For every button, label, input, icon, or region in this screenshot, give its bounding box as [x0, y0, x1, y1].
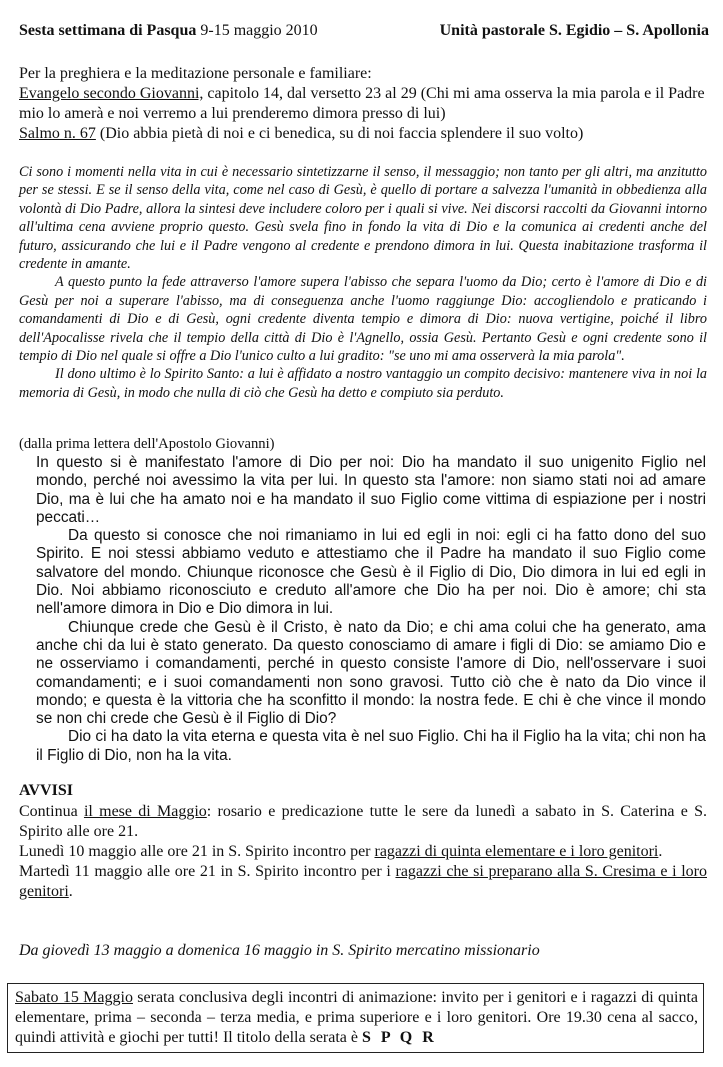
notice-item: [19, 862, 707, 902]
missionary-market-notice: Da giovedì 13 maggio a domenica 16 maggio in S. Spirito mercatino missionario: [19, 942, 540, 959]
notice-text: : rosario e predicazione tutte le sere da lunedì a sabato in S. Caterina e S. Spirito alle ore 21.: [19, 803, 708, 840]
readings-intro: [19, 64, 707, 144]
week-heading: [19, 22, 318, 40]
gospel-reference: Evangelo secondo Giovanni,: [19, 85, 204, 102]
notice-text: Martedì 11 maggio alle ore 21 in S. Spirito incontro per i: [19, 863, 396, 880]
notice-text: Continua: [19, 803, 84, 820]
event-title: S P Q R: [362, 1029, 437, 1046]
week-title: Sesta settimana di Pasqua: [19, 22, 197, 39]
notice-highlight: il mese di Maggio: [83, 803, 207, 820]
event-description: serata conclusiva degli incontri di animazione: invito per i genitori e i ragazzi di quinta elementare, prima – seconda – terza media, e prima superiore e i loro genitori. Ore 19.30 cena al sacco, quindi attività e giochi per tutti! Il titolo della serata è: [15, 989, 698, 1046]
letter-source: (dalla prima lettera dell'Apostolo Giovanni): [19, 436, 275, 452]
intro-lead: Per la preghiera e la meditazione personale e familiare:: [19, 65, 372, 82]
gospel-text: capitolo 14, dal versetto 23 al 29 (Chi mi ama osserva la mia parola e il Padre mio lo amerà e noi verremo a lui prenderemo dimora presso di lui): [19, 85, 705, 122]
event-box: [7, 983, 704, 1053]
letter-paragraph: Chiunque crede che Gesù è il Cristo, è nato da Dio; e chi ama colui che ha generato, ama anche chi da lui è stato generato. Da questo conosciamo di amare i figli di Dio: se amiamo Dio e ne osserviamo i comandamenti, perché in questo consiste l'amore di Dio, nell'osservare i suoi comandamenti; e i suoi comandamenti non sono gravosi. Tutto ciò che è nato da Dio vince il mondo; e questa è la vittoria che ha sconfitto il mondo: la nostra fede. E chi è che vince il mondo se non chi crede che Gesù è il Figlio di Dio?: [36, 618, 706, 728]
notices-list: [19, 802, 707, 902]
letter-paragraph: Da questo si conosce che noi rimaniamo in lui ed egli in noi: egli ci ha fatto dono del suo Spirito. E noi stessi abbiamo veduto e attestiamo che il Padre ha mandato il suo Figlio come salvatore del mondo. Chiunque riconosce che Gesù è il Figlio di Dio, Dio dimora in lui ed egli in Dio. Noi abbiamo riconosciuto e creduto all'amore che Dio ha per noi. Dio è amore; chi sta nell'amore dimora in Dio e Dio dimora in lui.: [36, 527, 706, 618]
letter-paragraph: In questo si è manifestato l'amore di Dio per noi: Dio ha mandato il suo unigenito Figlio nel mondo, perché noi avessimo la vita per lui. In questo sta l'amore: non siamo stati noi ad amare Dio, ma è lui che ha amato noi e ha mandato il suo Figlio come vittima di espiazione per i nostri peccati…: [36, 454, 706, 526]
notice-text: Lunedì 10 maggio alle ore 21 in S. Spirito incontro per: [19, 843, 375, 860]
notice-highlight: ragazzi di quinta elementare e i loro genitori: [374, 843, 659, 860]
letter-paragraph: Dio ci ha dato la vita eterna e questa vita è nel suo Figlio. Chi ha il Figlio ha la vita; chi non ha il Figlio di Dio, non ha la vita.: [36, 728, 706, 764]
parish-name: Unità pastorale S. Egidio – S. Apollonia: [439, 22, 709, 39]
bulletin-header: [19, 22, 709, 40]
event-date: Sabato 15 Maggio: [15, 989, 133, 1006]
notices-title: AVVISI: [19, 782, 73, 799]
week-dates: 9-15 maggio 2010: [200, 22, 318, 39]
notice-highlight: ragazzi che si preparano alla S. Cresima e i loro genitori: [19, 863, 707, 900]
gospel-reading: [19, 84, 707, 124]
psalm-reference: Salmo n. 67: [19, 125, 96, 142]
psalm-text: (Dio abbia pietà di noi e ci benedica, su di noi faccia splendere il suo volto): [95, 125, 584, 142]
event-text: [15, 988, 698, 1048]
meditation-paragraph: Ci sono i momenti nella vita in cui è necessario sintetizzarne il senso, il messaggio; non tanto per gli altri, ma anzitutto per se stessi. E se il senso della vita, come nel caso di Gesù, è quello di portare a salvezza l'umanità in obbedienza alla volontà di Dio Padre, allora la sintesi deve includere coloro per i quali si vive. Nei discorsi raccolti da Giovanni intorno all'ultima cena avviene proprio questo. Gesù svela fino in fondo la vita di Dio e la comunica ai credenti anche del futuro, assicurando che lui e il Padre vengono al credente e prendono dimora in lui. Questa inabitazione trasforma il credente in amante.: [19, 164, 707, 273]
notice-text: .: [68, 883, 73, 900]
psalm-reading: [19, 124, 707, 144]
meditation-paragraph: A questo punto la fede attraverso l'amore supera l'abisso che separa l'uomo da Dio; certo è l'amore di Dio e di Gesù per noi a superare l'abisso, ma di conseguenza anche l'uomo raggiunge Dio: accogliendolo e praticando i comandamenti di Dio e di Gesù, ogni credente diventa tempio e dimora di Dio: nuova vertigine, poiché il libro dell'Apocalisse rivela che il tempio della città di Dio è l'Agnello, ossia Gesù. Pertanto Gesù e ogni credente sono il tempio di Dio nel quale si offre a Dio l'unico culto a lui gradito: "se uno mi ama osserverà la mia parola".: [19, 274, 707, 365]
meditation-paragraph: Il dono ultimo è lo Spirito Santo: a lui è affidato a nostro vantaggio un compito decisivo: mantenere viva in noi la memoria di Gesù, in modo che nulla di ciò che Gesù ha detto e compiuto sia perduto.: [19, 366, 707, 401]
notice-item: [19, 802, 707, 842]
notice-item: [19, 842, 707, 862]
meditation-section: [19, 163, 707, 402]
letter-excerpt: [36, 454, 706, 765]
notice-text: .: [658, 843, 663, 860]
